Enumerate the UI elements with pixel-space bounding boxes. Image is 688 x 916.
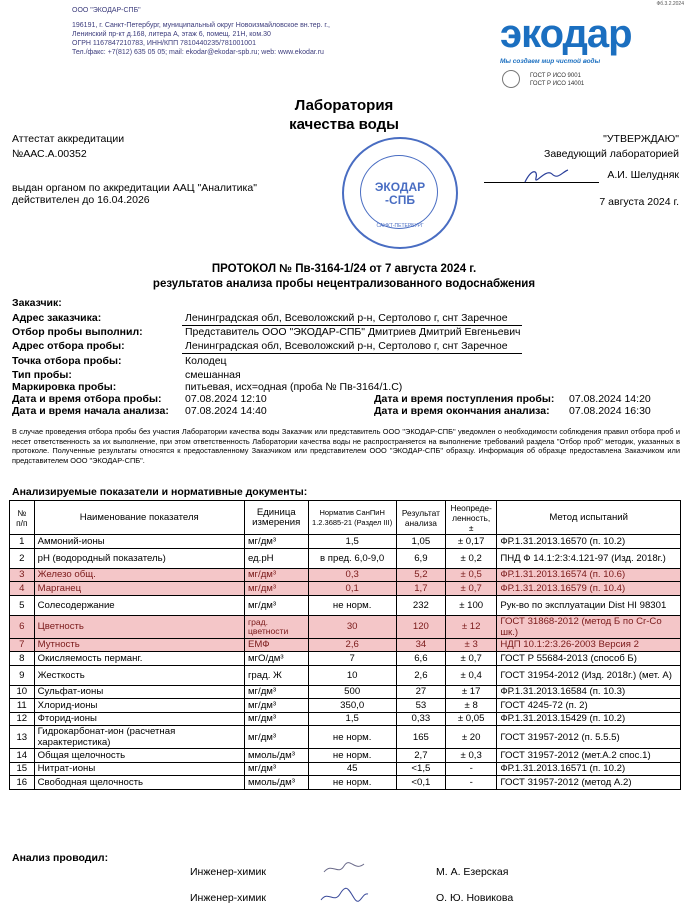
table-row [10,568,681,582]
unit: град. цветности [244,615,308,638]
company-header [72,6,330,57]
sample-type-label: Тип пробы: [12,369,72,381]
analyst-2-name: О. Ю. Новикова [436,892,514,904]
uncertainty: ± 0,3 [446,749,497,763]
protocol-number: ПРОТОКОЛ № Пв-3164-1/24 от 7 августа 2024 г. [211,263,477,275]
row-number: 9 [10,665,35,685]
norm-value: в пред. 6,0-9,0 [308,548,396,568]
stamp-city: САНКТ-ПЕТЕРБУРГ [376,223,424,229]
accreditation-label: Аттестат аккредитации [12,133,125,145]
unit: ЕМФ [244,638,308,652]
uncertainty: ± 0,7 [446,652,497,666]
test-method: ГОСТ 31957-2012 (п. 5.5.5) [497,726,681,749]
indicator-name: Свободная щелочность [34,776,244,790]
row-number: 6 [10,615,35,638]
uncertainty: ± 0,5 [446,568,497,582]
results-table [9,500,681,790]
stamp-center [344,181,456,207]
sample-type: смешанная [185,369,241,381]
unit: мг/дм³ [244,712,308,726]
approval-date: 7 августа 2024 г. [599,196,679,208]
uncertainty: ± 0,7 [446,582,497,596]
ekodar-logo [500,12,632,57]
logo-slogan: Мы создаем мир чистой воды [500,58,601,65]
indicator-name: Жесткость [34,665,244,685]
test-method: ФР.1.31.2013.16574 (п. 10.6) [497,568,681,582]
company-ogrn: ОГРН 1167847210783, ИНН/КПП 7810440235/781001001 [72,40,256,47]
company-address-2: Ленинский пр-кт д.168, литера А, этаж 6, помещ. 21Н, ком.30 [72,31,271,38]
indicator-name: Гидрокарбонат-ион (расчетная характеристика) [34,726,244,749]
table-row [10,615,681,638]
table-row [10,535,681,549]
indicator-name: pH (водородный показатель) [34,548,244,568]
col-norm: Норматив СанПиН 1.2.3685-21 (Раздел III) [308,501,396,535]
underline [182,353,522,354]
table-row [10,665,681,685]
customer-address-label: Адрес заказчика: [12,312,102,324]
test-method: ГОСТ 31957-2012 (метод А.2) [497,776,681,790]
unit: мг/дм³ [244,535,308,549]
approval-name: А.И. Шелудняк [607,169,679,181]
logo-gost [530,72,584,88]
row-number: 14 [10,749,35,763]
row-number: 2 [10,548,35,568]
test-method: ФР.1.31.2013.15429 (п. 10.2) [497,712,681,726]
result-value: 232 [396,595,445,615]
table-header-row [10,501,681,535]
sample-marking: питьевая, исх=одная (проба № Пв-3164/1.С) [185,381,403,393]
analysis-end: 07.08.2024 16:30 [569,405,651,417]
unit: мг/дм³ [244,595,308,615]
row-number: 15 [10,762,35,776]
uncertainty: ± 0,4 [446,665,497,685]
analyst-1-name: М. А. Езерская [436,866,509,878]
test-method: ГОСТ 31868-2012 (метод Б по Cr-Co шк.) [497,615,681,638]
unit: мг/дм³ [244,568,308,582]
analyst-1-signature [320,858,370,880]
result-value: 5,2 [396,568,445,582]
logo-text: экодар [500,12,632,56]
sample-marking-label: Маркировка пробы: [12,381,117,393]
accreditation-issuer: выдан органом по аккредитации ААЦ "Аналитика" [12,182,257,194]
indicator-name: Фторид-ионы [34,712,244,726]
protocol-title [0,262,688,292]
unit: мг/дм³ [244,762,308,776]
result-value: <0,1 [396,776,445,790]
indicator-name: Солесодержание [34,595,244,615]
test-method: ГОСТ Р 55684-2013 (способ Б) [497,652,681,666]
test-method: НДП 10.1:2:3.26-2003 Версия 2 [497,638,681,652]
result-value: 6,6 [396,652,445,666]
approval-position: Заведующий лабораторией [544,148,679,160]
customer-address: Ленинградская обл, Всеволожский р-н, Сертолово г, снт Заречное [185,312,508,324]
indicator-name: Окисляемость перманг. [34,652,244,666]
result-value: 120 [396,615,445,638]
norm-value: 7 [308,652,396,666]
director-signature [522,164,572,186]
table-row [10,726,681,749]
table-body [10,535,681,790]
lab-title [0,96,688,134]
table-row [10,638,681,652]
certification-icon [502,70,520,88]
test-method: ФР.1.31.2013.16584 (п. 10.3) [497,685,681,699]
norm-value: 30 [308,615,396,638]
sampler-label: Отбор пробы выполнил: [12,326,143,338]
result-value: 34 [396,638,445,652]
unit: град. Ж [244,665,308,685]
unit: мг/дм³ [244,582,308,596]
protocol-subtitle: результатов анализа пробы нецентрализованного водоснабжения [152,278,536,290]
indicator-name: Хлорид-ионы [34,699,244,713]
sample-address: Ленинградская обл, Всеволожский р-н, Сертолово г, снт Заречное [185,340,508,352]
row-number: 16 [10,776,35,790]
received-datetime-label: Дата и время поступления пробы: [374,393,555,405]
unit: ммоль/дм³ [244,749,308,763]
test-method: Рук-во по эксплуатации Dist HI 98301 [497,595,681,615]
table-row [10,762,681,776]
sample-address-label: Адрес отбора пробы: [12,340,125,352]
table-row [10,749,681,763]
sample-point-label: Точка отбора пробы: [12,355,122,367]
test-method: ФР.1.31.2013.16579 (п. 10.4) [497,582,681,596]
result-value: 2,6 [396,665,445,685]
sample-point: Колодец [185,355,227,367]
uncertainty: ± 0,05 [446,712,497,726]
sampling-datetime-label: Дата и время отбора пробы: [12,393,162,405]
form-code: Фб.3.2.2024 [656,1,684,7]
table-row [10,595,681,615]
lab-title-line1: Лаборатория [294,97,394,114]
company-address-1: 196191, г. Санкт-Петербург, муниципальный округ Новоизмайловское вн.тер. г., [72,22,330,29]
norm-value: 1,5 [308,712,396,726]
test-method: ГОСТ 4245-72 (п. 2) [497,699,681,713]
accreditation-block [12,133,257,206]
indicator-name: Железо общ. [34,568,244,582]
gost-14001: ГОСТ Р ИСО 14001 [530,81,585,87]
table-row [10,699,681,713]
norm-value: 350,0 [308,699,396,713]
test-method: ГОСТ 31957-2012 (мет.А.2 спос.1) [497,749,681,763]
norm-value: 10 [308,665,396,685]
result-value: 165 [396,726,445,749]
sampler: Представитель ООО "ЭКОДАР-СПБ" Дмитриев Дмитрий Евгеньевич [185,326,521,338]
company-name: ООО "ЭКОДАР-СПБ" [72,7,141,14]
uncertainty: ± 0,2 [446,548,497,568]
table-row [10,712,681,726]
indicator-name: Сульфат-ионы [34,685,244,699]
accreditation-number: №ААС.А.00352 [12,148,87,160]
result-value: 6,9 [396,548,445,568]
analysis-end-label: Дата и время окончания анализа: [374,405,550,417]
result-value: 1,05 [396,535,445,549]
uncertainty: ± 20 [446,726,497,749]
col-method: Метод испытаний [497,501,681,535]
norm-value: 500 [308,685,396,699]
stamp-center-1: ЭКОДАР [374,180,426,194]
uncertainty: ± 8 [446,699,497,713]
customer-label: Заказчик: [12,297,62,309]
uncertainty: ± 17 [446,685,497,699]
stamp-center-2: -СПБ [385,193,415,207]
col-unit: Единица измерения [244,501,308,535]
lab-title-line2: качества воды [289,116,399,133]
unit: мгО/дм³ [244,652,308,666]
result-value: 27 [396,685,445,699]
row-number: 10 [10,685,35,699]
row-number: 11 [10,699,35,713]
indicator-name: Марганец [34,582,244,596]
test-method: ФР.1.31.2013.16571 (п. 10.2) [497,762,681,776]
norm-value: не норм. [308,776,396,790]
indicator-name: Аммоний-ионы [34,535,244,549]
result-value: 0,33 [396,712,445,726]
test-method: ПНД Ф 14.1:2:3:4.121-97 (Изд. 2018г.) [497,548,681,568]
uncertainty: ± 3 [446,638,497,652]
row-number: 5 [10,595,35,615]
result-value: 1,7 [396,582,445,596]
gost-9001: ГОСТ Р ИСО 9001 [530,73,581,79]
analysis-start: 07.08.2024 14:40 [185,405,267,417]
unit: ммоль/дм³ [244,776,308,790]
accreditation-validity: действителен до 16.04.2026 [12,194,150,206]
col-uncertainty: Неопреде-ленность, ± [446,501,497,535]
table-row [10,652,681,666]
uncertainty: - [446,762,497,776]
received-datetime: 07.08.2024 14:20 [569,393,651,405]
approval-title: "УТВЕРЖДАЮ" [603,133,679,145]
analysis-start-label: Дата и время начала анализа: [12,405,169,417]
norm-value: 2,6 [308,638,396,652]
result-value: 2,7 [396,749,445,763]
analyst-2-signature [318,884,370,908]
row-number: 7 [10,638,35,652]
analysts-label: Анализ проводил: [12,852,109,864]
test-method: ФР.1.31.2013.16570 (п. 10.2) [497,535,681,549]
uncertainty: ± 12 [446,615,497,638]
disclaimer-note: В случае проведения отбора пробы без участия Лаборатории качества воды Заказчик или представитель ООО "ЭКОДАР-СПБ" уведомлен о необходимости соблюдения правил отбора проб и несет ответственность за их выполнение, при этом ответственность Лаборатории качества воды не распространяется на выполнение требований раздела "Отбор проб" методик, указанных в протоколе. Полученные результаты относятся к предоставленному Заказчиком или представителем ООО "ЭКОДАР-СПБ" образцу. Информация об образце предоставлена Заказчиком или представителем ООО "ЭКОДАР-СПБ". [12,427,680,465]
table-row [10,776,681,790]
analyst-2-role: Инженер-химик [190,892,266,904]
col-result: Результат анализа [396,501,445,535]
norm-value: 45 [308,762,396,776]
row-number: 1 [10,535,35,549]
uncertainty: ± 0,17 [446,535,497,549]
norm-value: не норм. [308,726,396,749]
laboratory-stamp [342,137,458,249]
indicator-name: Мутность [34,638,244,652]
indicator-name: Общая щелочность [34,749,244,763]
table-title: Анализируемые показатели и нормативные документы: [12,486,308,498]
table-row [10,582,681,596]
unit: мг/дм³ [244,699,308,713]
col-name: Наименование показателя [34,501,244,535]
row-number: 13 [10,726,35,749]
row-number: 4 [10,582,35,596]
analyst-1-role: Инженер-химик [190,866,266,878]
result-value: 53 [396,699,445,713]
unit: мг/дм³ [244,685,308,699]
uncertainty: - [446,776,497,790]
unit: мг/дм³ [244,726,308,749]
norm-value: 0,3 [308,568,396,582]
indicator-name: Цветность [34,615,244,638]
test-method: ГОСТ 31954-2012 (Изд. 2018г.) (мет. А) [497,665,681,685]
col-num: № п/п [10,501,35,535]
norm-value: не норм. [308,749,396,763]
norm-value: 0,1 [308,582,396,596]
sample-info [12,297,682,309]
row-number: 12 [10,712,35,726]
table-row [10,548,681,568]
result-value: <1,5 [396,762,445,776]
unit: ед.pH [244,548,308,568]
uncertainty: ± 100 [446,595,497,615]
norm-value: не норм. [308,595,396,615]
table-row [10,685,681,699]
norm-value: 1,5 [308,535,396,549]
row-number: 3 [10,568,35,582]
sampling-datetime: 07.08.2024 12:10 [185,393,267,405]
company-contacts: Тел./факс: +7(812) 635 05 05; mail: ekodar@ekodar-spb.ru; web: www.ekodar.ru [72,49,324,56]
indicator-name: Нитрат-ионы [34,762,244,776]
row-number: 8 [10,652,35,666]
